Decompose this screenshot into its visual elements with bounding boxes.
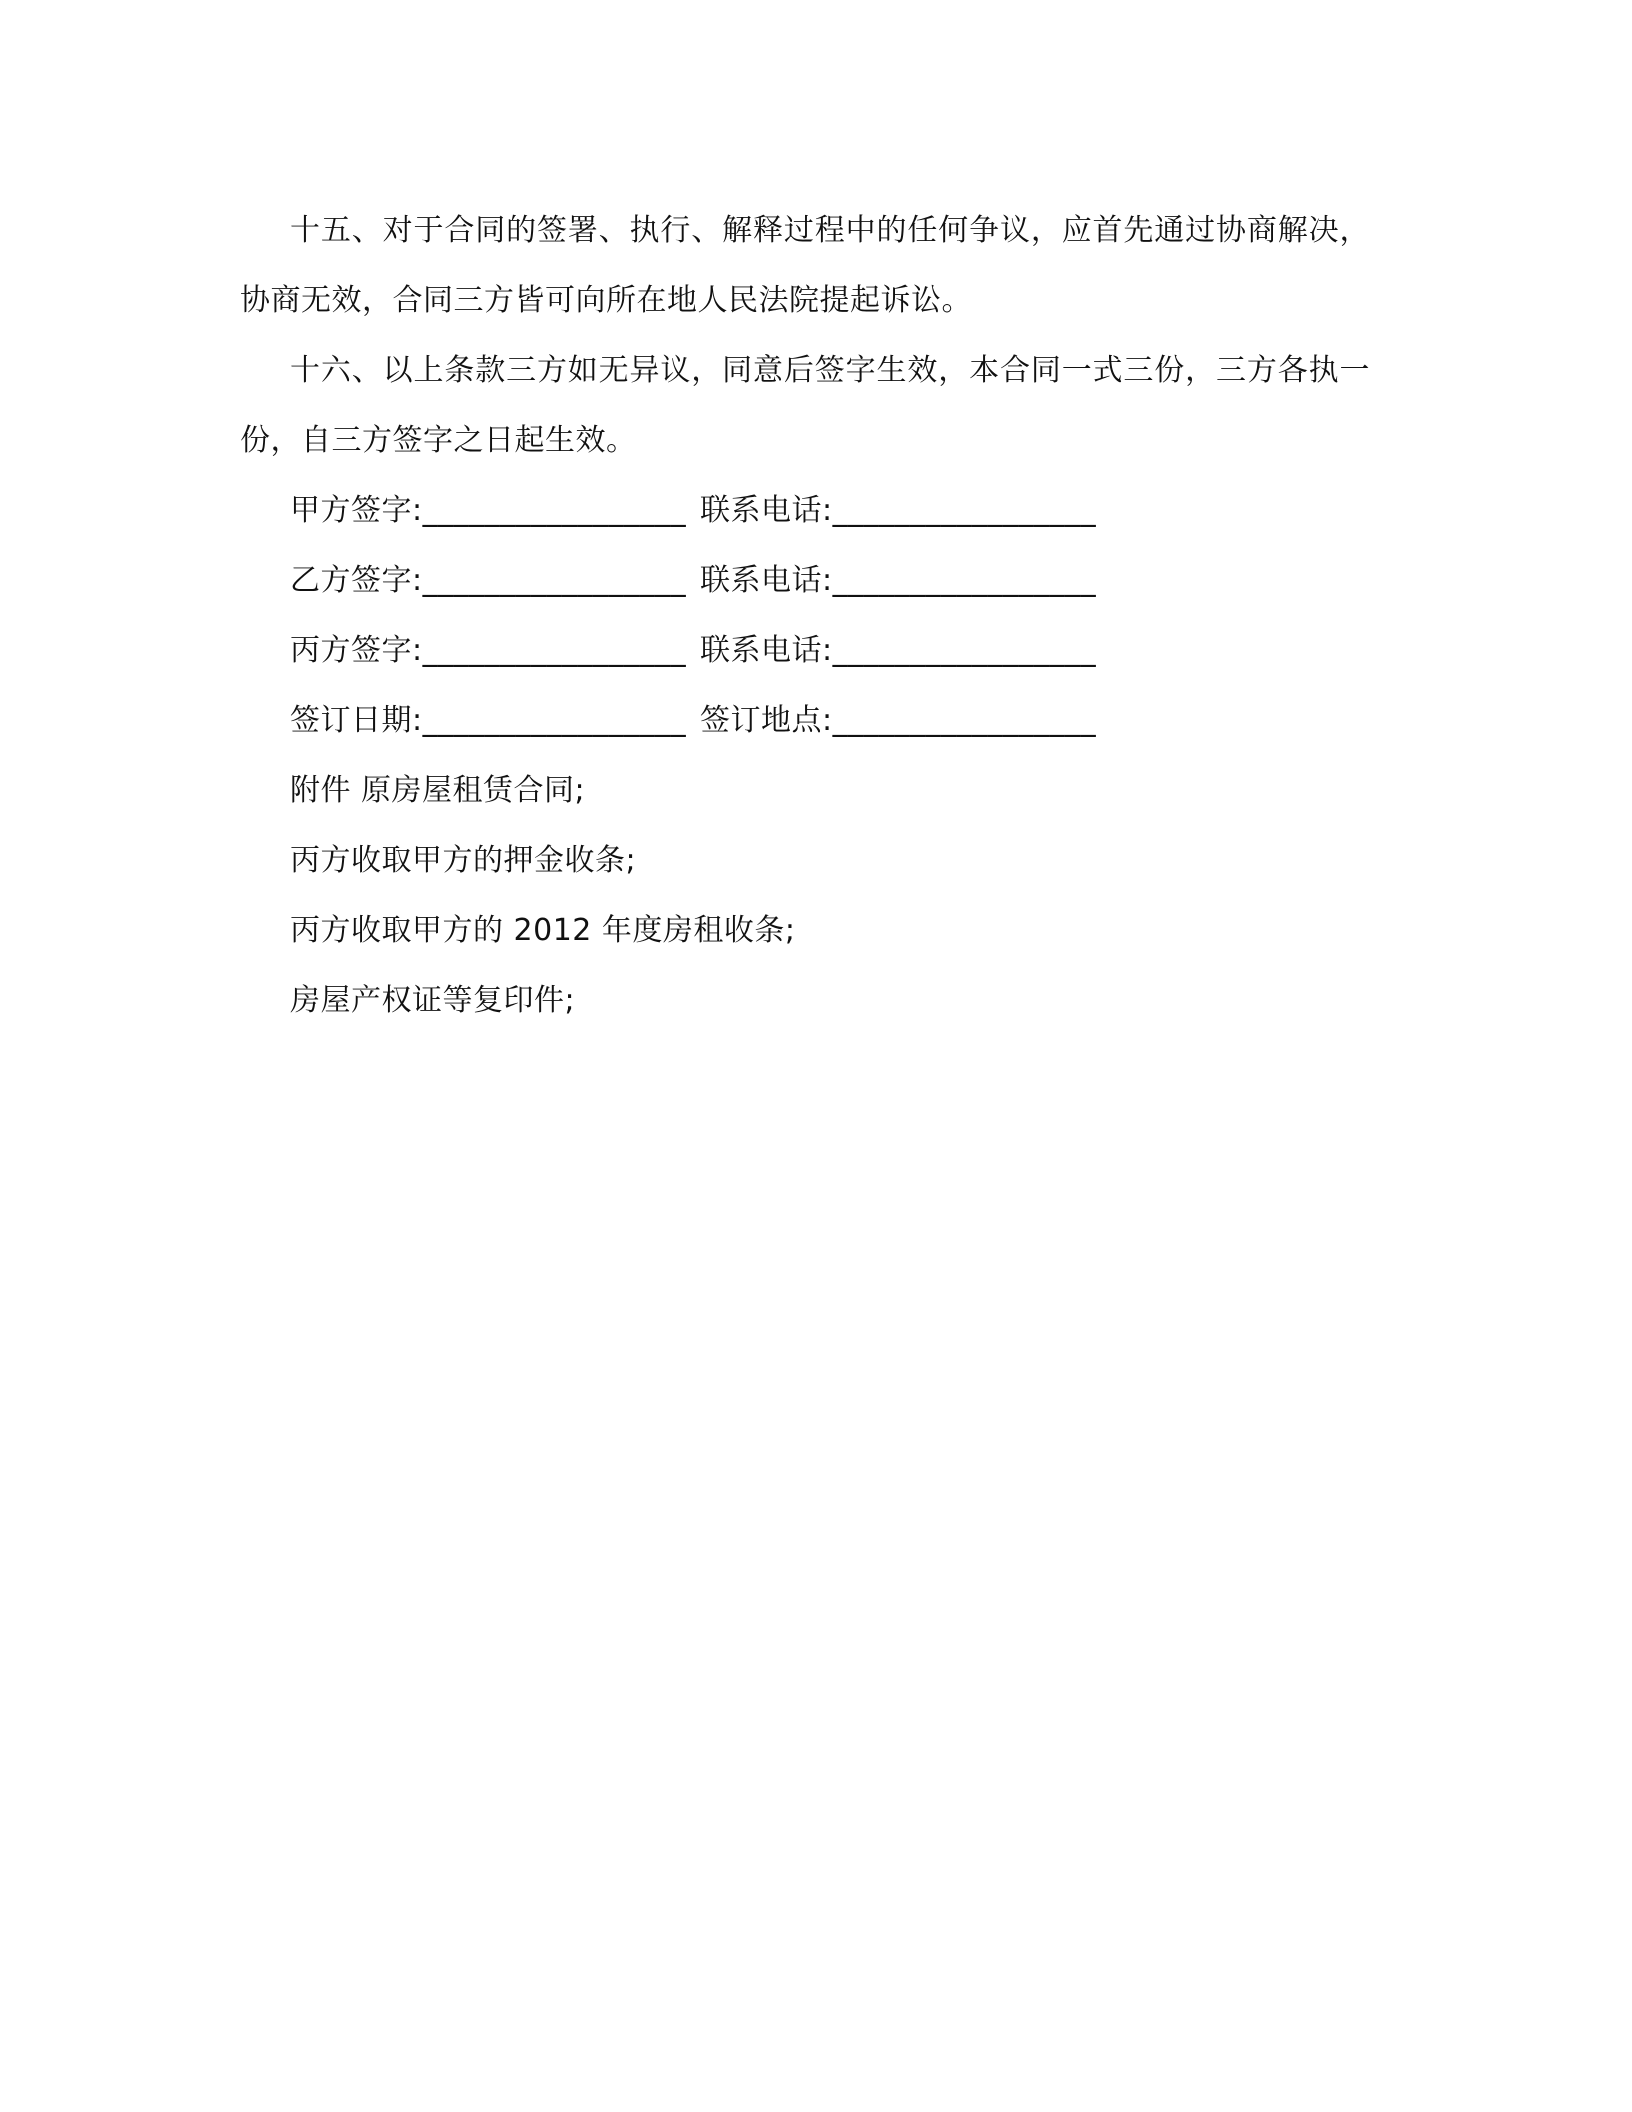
attachment-item: 丙方收取甲方的 2012 年度房租收条; (290, 913, 796, 948)
document-body (240, 196, 1370, 1036)
signing-place-field: 签订地点:_________________ (700, 703, 1097, 738)
party-b-phone-field: 联系电话:_________________ (700, 563, 1097, 598)
attachment-item: 房屋产权证等复印件; (290, 983, 576, 1018)
party-c-signature-field: 丙方签字:_________________ (290, 633, 687, 668)
party-a-phone-field: 联系电话:_________________ (700, 493, 1097, 528)
signing-date-field: 签订日期:_________________ (290, 703, 687, 738)
party-c-phone-field: 联系电话:_________________ (700, 633, 1097, 668)
signature-row-party-b (240, 546, 1370, 616)
clause-15-paragraph: 十五、对于合同的签署、执行、解释过程中的任何争议，应首先通过协商解决，协商无效，合同三方皆可向所在地人民法院提起诉讼。 (240, 213, 1370, 318)
signature-row-party-c (240, 616, 1370, 686)
signing-date-place-row (240, 686, 1370, 756)
party-b-signature-field: 乙方签字:_________________ (290, 563, 687, 598)
attachment-item: 丙方收取甲方的押金收条; (290, 843, 637, 878)
party-a-signature-field: 甲方签字:_________________ (290, 493, 687, 528)
attachment-item: 附件 原房屋租赁合同; (290, 773, 586, 808)
signature-row-party-a (240, 476, 1370, 546)
clause-16-paragraph: 十六、以上条款三方如无异议，同意后签字生效，本合同一式三份，三方各执一份，自三方签字之日起生效。 (240, 353, 1370, 458)
